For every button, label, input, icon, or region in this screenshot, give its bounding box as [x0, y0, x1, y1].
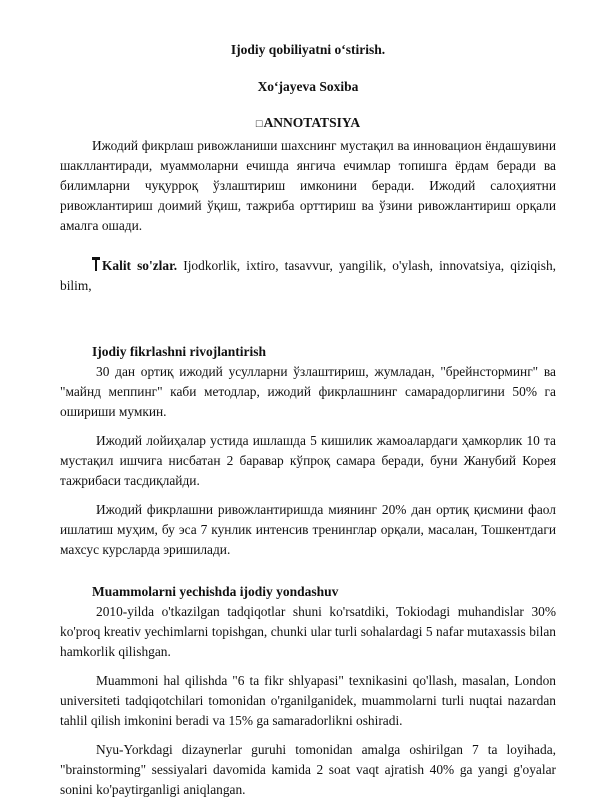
abstract-heading-text: ANNOTATSIYA [263, 115, 361, 130]
document-title: Ijodiy qobiliyatni o‘stirish. [230, 42, 386, 57]
keywords-paragraph [60, 256, 556, 296]
document-page [60, 20, 556, 800]
section-heading: Ijodiy fikrlashni rivojlantirish [92, 344, 267, 359]
body-paragraph: 30 дан ортиқ ижодий усулларни ўзлаштириш, жумладан, "брейнсторминг" ва "майнд меппинг" каби методлар, ижодий фикрлашнинг самарадорлигини 50% га ошириши мумкин. [60, 364, 556, 419]
body-paragraph: Ижодий лойиҳалар устида ишлашда 5 кишилик жамоалардаги ҳамкорлик 10 та мустақил ишчига нисбатан 2 баравар кўпроқ самара беради, буни Жанубий Корея тажрибаси тасдиқлайди. [60, 433, 556, 488]
pin-icon [92, 257, 100, 271]
body-paragraph: 2010-yilda o'tkazilgan tadqiqotlar shuni ko'rsatdiki, Tokiodagi muhandislar 30% ko'proq kreativ yechimlarni topishgan, chunki ular turli sohalardagi 5 nafar mutaxassis bilan hamkorlik qilishgan. [60, 604, 556, 659]
body-paragraph: Muammoni hal qilishda "6 ta fikr shlyapasi" texnikasini qo'llash, masalan, London universiteti tadqiqotchilari tomonidan o'rganilganidek, muammolarni turli nuqtai nazardan tahlil qilish imkonini beradi va 15% ga samaradorlikni oshiradi. [60, 673, 556, 728]
body-paragraph: Nyu-Yorkdagi dizaynerlar guruhi tomonidan amalga oshirilgan 7 ta loyihada, "brainstorming" sessiyalari davomida kamida 2 soat vaqt ajratish 40% ga yangi g'oyalar sonini ko'paytirganligi aniqlangan. [60, 742, 556, 797]
abstract-heading [60, 113, 556, 134]
body-paragraph: Ижодий фикрлашни ривожлантиришда миянинг 20% дан ортиқ қисмини фаол ишлатиш муҳим, бу эса 7 кунлик интенсив тренинглар орқали, масалан, Тошкентдаги махсус курсларда эришилади. [60, 502, 556, 557]
bullet-box-icon: □ [255, 118, 263, 130]
section-heading: Muammolarni yechishda ijodiy yondashuv [92, 584, 339, 599]
keywords-text: Ijodkorlik, ixtiro, tasavvur, yangilik, o'ylash, innovatsiya, qiziqish, bilim, [60, 258, 556, 293]
keywords-label: Kalit so'zlar. [102, 258, 178, 273]
abstract-body: Ижодий фикрлаш ривожланиши шахснинг мустақил ва инновацион ёндашувини шакллантиради, муаммоларни ечишда янгича ечимлар топишга ёрдам беради ва билимларни чуқурроқ ўзлаштириш имконини беради. Ижодий салоҳиятни ривожлантириш доимий ўқиш, тажриба орттириш ва ўзини ривожлантириш орқали амалга ошади. [60, 138, 556, 233]
author-name: Xo‘jayeva Soxiba [257, 79, 359, 94]
